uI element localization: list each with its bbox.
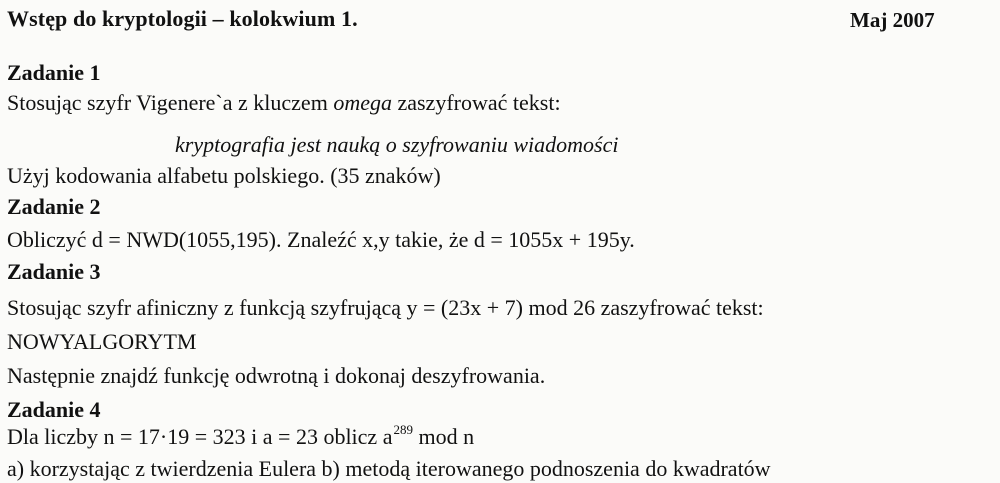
- task-1-plaintext: kryptografia jest nauką o szyfrowaniu wiadomości: [175, 132, 619, 157]
- task-3-line-2: NOWYALGORYTM: [7, 329, 197, 354]
- task-4-line-1-prefix: Dla liczby n = 17·19 = 323 i a = 23 oblicz a: [7, 424, 393, 449]
- task-4-line-1-suffix: mod n: [412, 424, 475, 449]
- task-3-line-3: Następnie znajdź funkcję odwrotną i dokonaj deszyfrowania.: [7, 363, 546, 388]
- task-1-heading: Zadanie 1: [7, 60, 101, 85]
- task-1-line-1-prefix: Stosując szyfr Vigenere`a z kluczem: [7, 90, 334, 115]
- task-2-heading: Zadanie 2: [7, 194, 101, 219]
- exam-date: Maj 2007: [850, 8, 935, 32]
- task-1-key: omega: [333, 90, 392, 115]
- task-4-heading: Zadanie 4: [7, 397, 101, 422]
- task-1-line-1: [7, 92, 561, 114]
- exam-title: Wstęp do kryptologii – kolokwium 1.: [7, 6, 358, 31]
- task-4-line-1: [7, 422, 475, 449]
- task-4-line-2: a) korzystając z twierdzenia Eulera b) metodą iterowanego podnoszenia do kwadratów: [7, 456, 771, 481]
- task-2-line-1: Obliczyć d = NWD(1055,195). Znaleźć x,y takie, że d = 1055x + 195y.: [7, 227, 635, 252]
- task-3-line-1: Stosując szyfr afiniczny z funkcją szyfrującą y = (23x + 7) mod 26 zaszyfrować tekst:: [7, 295, 764, 320]
- task-1-line-3: Użyj kodowania alfabetu polskiego. (35 znaków): [7, 163, 441, 188]
- task-3-heading: Zadanie 3: [7, 259, 101, 284]
- task-1-line-1-suffix: zaszyfrować tekst:: [391, 90, 561, 115]
- task-4-exponent: 289: [393, 422, 413, 437]
